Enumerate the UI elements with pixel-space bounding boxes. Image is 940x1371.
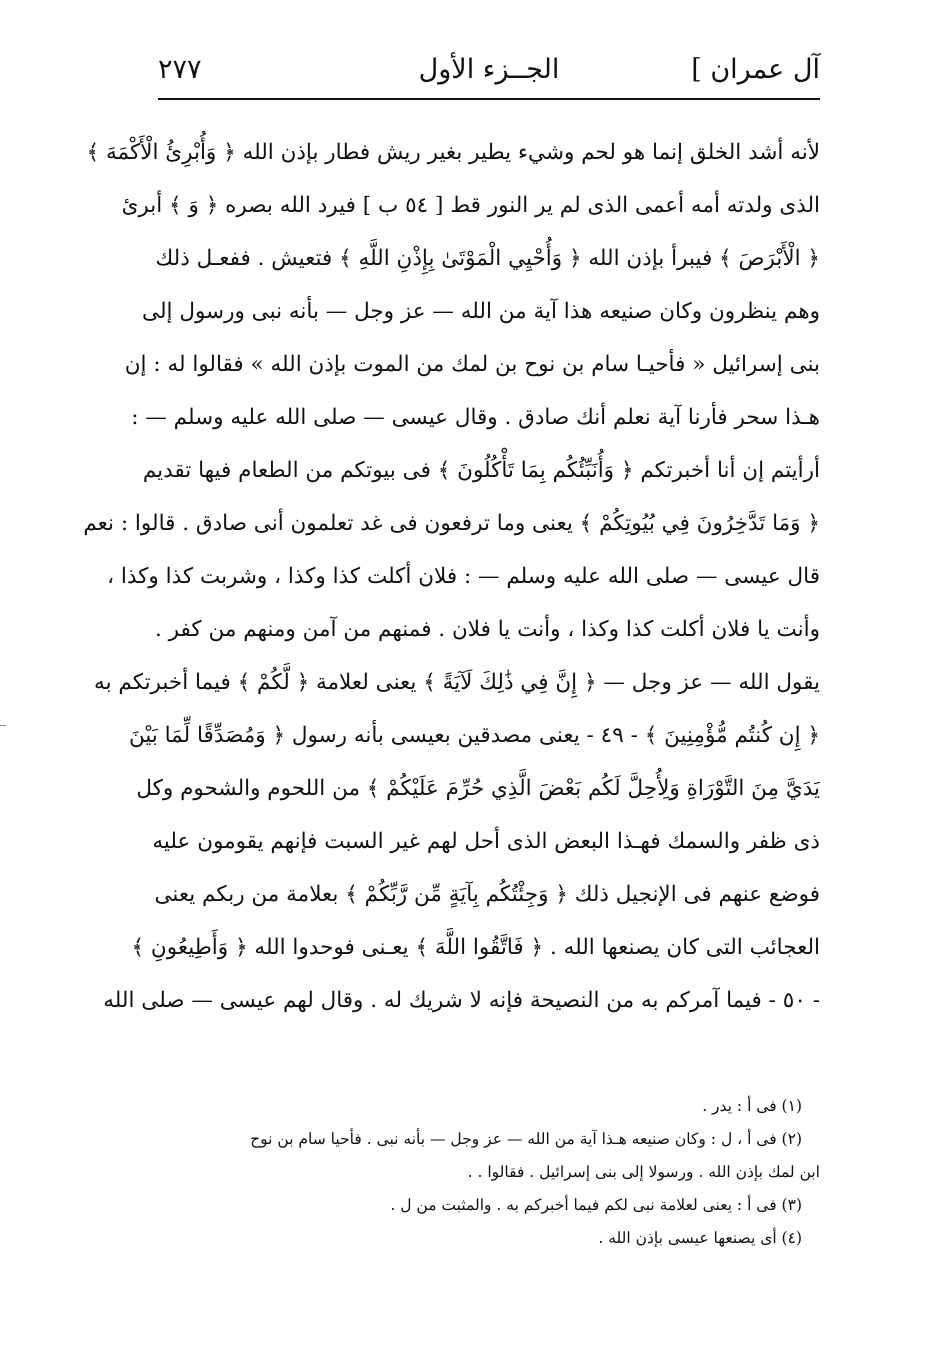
body-line: وأنت يا فلان أكلت كذا وكذا ، وأنت يا فلان . فمنهم من آمن ومنهم من كفر .	[155, 617, 820, 642]
body-line: ﴿ إِن كُنتُم مُّؤْمِنِينَ ﴾ - ٤٩ - يعنى مصدقين بعيسى بأنه رسول ﴿ وَمُصَدِّقًا لِّمَا بَيْنَ	[128, 723, 820, 748]
footnote: (١) فى أ : يدر .	[702, 1097, 802, 1115]
margin-mark	[0, 725, 6, 726]
page-header	[158, 48, 820, 94]
body-line: فوضع عنهم فى الإنجيل ذلك ﴿ وَجِئْتُكُم بِآيَةٍ مِّن رَّبِّكُمْ ﴾ بعلامة من ربكم يعنى	[154, 882, 820, 907]
body-line: الذى ولدته أمه أعمى الذى لم ير النور قط [ ٥٤ ب ] فيرد الله بصره ﴿ وَ ﴾ أبرئ	[121, 193, 820, 218]
footnote: (٢) فى أ ، ل : وكان صنيعه هـذا آية من الله — عز وجل — بأنه نبى . فأحيا سام بن نوح	[250, 1130, 802, 1148]
body-line: يَدَيَّ مِنَ التَّوْرَاةِ وَلِأُحِلَّ لَكُم بَعْضَ الَّذِي حُرِّمَ عَلَيْكُمْ ﴾ من اللحوم والشحوم وكل	[136, 776, 820, 801]
body-line: - ٥٠ - فيما آمركم به من النصيحة فإنه لا شريك له . وقال لهم عيسى — صلى الله	[103, 988, 820, 1013]
body-line: وهم ينظرون وكان صنيعه هذا آية من الله — عز وجل — بأنه نبى ورسول إلى	[142, 299, 820, 324]
body-line: لأنه أشد الخلق إنما هو لحم وشيء يطير بغير ريش فطار بإذن الله ﴿ وَأُبْرِئُ الْأَكْمَهَ ﴾	[86, 140, 820, 165]
body-line: ذى ظفر والسمك فهـذا البعض الذى أحل لهم غير السبت فإنهم يقومون عليه	[152, 829, 820, 854]
body-line: ﴿ الْأَبْرَصَ ﴾ فيبرأ بإذن الله ﴿ وَأُحْيِي الْمَوْتَىٰ بِإِذْنِ اللَّهِ ﴾ فتعيش . ففعـل ذلك	[155, 246, 820, 271]
body-line: بنى إسرائيل « فأحيـا سام بن نوح بن لمك من الموت بإذن الله » فقالوا له : إن	[124, 352, 820, 377]
body-text	[83, 126, 820, 1027]
footnotes	[158, 1090, 820, 1255]
body-line: هـذا سحر فأرنا آية نعلم أنك صادق . وقال عيسى — صلى الله عليه وسلم — :	[131, 405, 820, 430]
header-rule	[158, 98, 820, 100]
footnote: (٤) أى يصنعها عيسى بإذن الله .	[598, 1229, 802, 1247]
body-line: العجائب التى كان يصنعها الله . ﴿ فَاتَّقُوا اللَّهَ ﴾ يعـنى فوحدوا الله ﴿ وَأَطِيعُونِ ﴾	[131, 935, 820, 960]
body-line: ﴿ وَمَا تَدَّخِرُونَ فِي بُيُوتِكُمْ ﴾ يعنى وما ترفعون فى غد تعلمون أنى صادق . قالوا : نعم	[83, 511, 820, 536]
running-head-part: الجــزء الأول	[418, 54, 560, 85]
body-line: يقول الله — عز وجل — ﴿ إِنَّ فِي ذَٰلِكَ لَآيَةً ﴾ يعنى لعلامة ﴿ لَّكُمْ ﴾ فيما أخبرتكم به	[94, 670, 820, 695]
footnote: (٣) فى أ : يعنى لعلامة نبى لكم فيما أخبركم به . والمثبت من ل .	[390, 1196, 802, 1214]
body-line: قال عيسى — صلى الله عليه وسلم — : فلان أكلت كذا وكذا ، وشربت كذا وكذا ،	[107, 564, 820, 589]
footnote-continuation: ابن لمك بإذن الله . ورسولا إلى بنى إسرائيل . فقالوا . .	[467, 1163, 820, 1181]
page-number: ٢٧٧	[158, 54, 202, 85]
body-line: أرأيتم إن أنا أخبرتكم ﴿ وَأُنَبِّئُكُم بِمَا تَأْكُلُونَ ﴾ فى بيوتكم من الطعام فيها تقديم	[142, 458, 820, 483]
running-head-surah: آل عمران ]	[691, 54, 820, 85]
